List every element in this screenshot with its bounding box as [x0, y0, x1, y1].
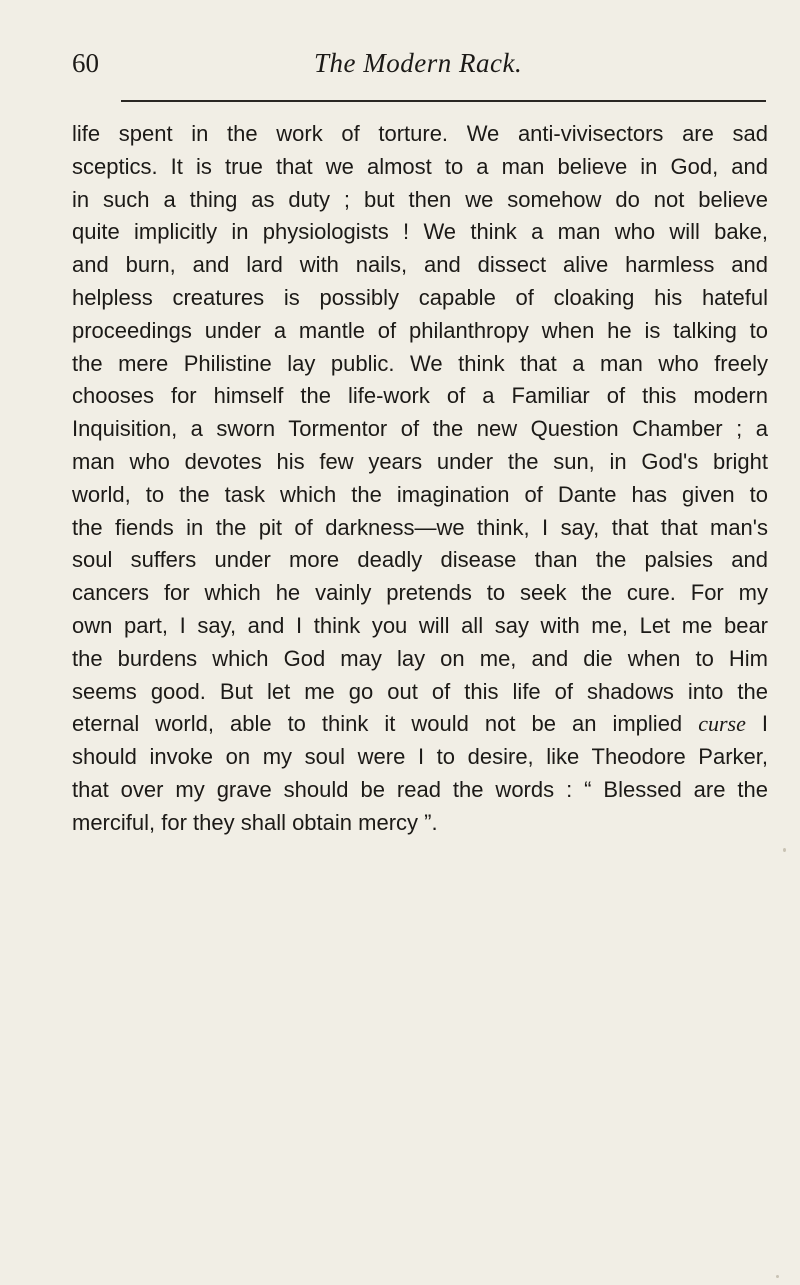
paper-speck [783, 848, 786, 852]
text-line: the fiends in the pit of darkness—we think, I say, that that man's [72, 514, 768, 540]
text-line: in such a thing as duty ; but then we somehow do not believe [72, 186, 768, 212]
text-line: helpless creatures is possibly capable of cloaking his hateful [72, 284, 768, 310]
text-line: and burn, and lard with nails, and dissect alive harmless and [72, 252, 768, 278]
text-line: cancers for which he vainly pretends to seek the cure. For my [72, 580, 768, 606]
text-line: sceptics. It is true that we almost to a man believe in God, and [72, 153, 768, 179]
text-line: world, to the task which the imagination of Dante has given to [72, 481, 768, 507]
text-line: that over my grave should be read the words : “ Blessed are the [72, 776, 768, 802]
text-line: proceedings under a mantle of philanthropy when he is talking to [72, 317, 768, 343]
page-number: 60 [72, 48, 99, 78]
text-line-with-italic [72, 708, 768, 741]
text-line: merciful, for they shall obtain mercy ”. [72, 809, 438, 835]
page-header [72, 48, 772, 88]
paper-speck [776, 1275, 779, 1278]
text-line: life spent in the work of torture. We anti-vivisectors are sad [72, 121, 768, 146]
text-line: own part, I say, and I think you will all say with me, Let me bear [72, 612, 768, 638]
text-line: chooses for himself the life-work of a Familiar of this modern [72, 383, 768, 409]
text-line: the burdens which God may lay on me, and die when to Him [72, 645, 768, 671]
body-paragraph [72, 118, 768, 840]
text-segment: I [761, 711, 768, 737]
text-line: Inquisition, a sworn Tormentor of the new Question Chamber ; a [72, 416, 768, 442]
text-line: the mere Philistine lay public. We think that a man who freely [72, 350, 768, 376]
text-line: quite implicitly in physiologists ! We think a man who will bake, [72, 219, 768, 245]
italic-word: curse [698, 711, 746, 737]
text-line: should invoke on my soul were I to desire, like Theodore Parker, [72, 744, 768, 770]
header-rule [121, 100, 766, 102]
text-segment: eternal world, able to think it would not be an implied [72, 711, 683, 737]
text-line: man who devotes his few years under the sun, in God's bright [72, 448, 768, 474]
text-line: soul suffers under more deadly disease than the palsies and [72, 547, 768, 573]
text-line: seems good. But let me go out of this life of shadows into the [72, 678, 768, 704]
running-title: The Modern Rack. [314, 48, 523, 78]
